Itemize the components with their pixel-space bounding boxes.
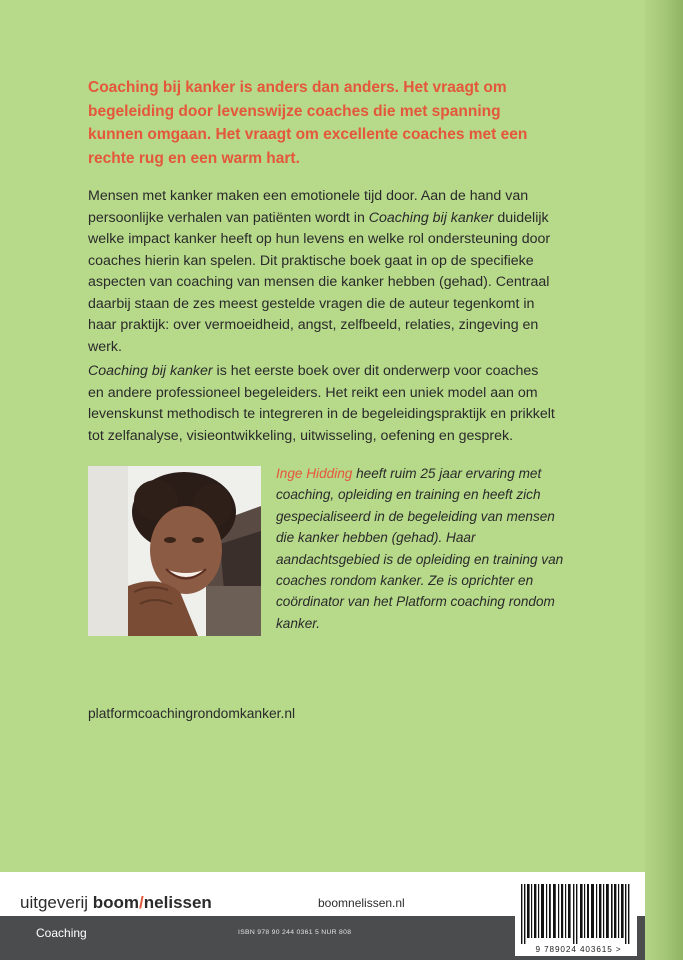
- website-link[interactable]: platformcoachingrondomkanker.nl: [88, 706, 296, 721]
- author-name: Inge Hidding: [276, 466, 353, 481]
- spine-shadow: [645, 0, 683, 960]
- author-portrait: [88, 466, 261, 636]
- description-paragraph-1: Mensen met kanker maken een emotionele tijd door. Aan de hand van persoonlijke verhalen van patiënten wordt in Coaching bij kanker duidelijk welke impact kanker heeft op hun levens en welke rol ondersteuning door coaches hierin kan spelen. Dit praktische boek gaat in op de specifieke aspecten van coaching van mensen die kanker hebben (gehad). Centraal daarbij staan de zes meest gestelde vragen die de auteur tegenkomt in haar praktijk: over vermoeidheid, angst, zelfbeeld, relaties, zingeving en werk.: [88, 188, 551, 355]
- publisher-url[interactable]: boomnelissen.nl: [318, 896, 405, 910]
- publisher-logo: uitgeverij boom/nelissen: [20, 893, 212, 912]
- author-photo: [88, 466, 261, 636]
- isbn-text: ISBN 978 90 244 0361 5 NUR 808: [238, 929, 352, 936]
- book-title-ref: Coaching bij kanker: [88, 363, 213, 379]
- category-label: Coaching: [36, 926, 87, 940]
- barcode-number: 9 789024 403615 >: [535, 945, 622, 954]
- description-paragraph-2: Coaching bij kanker is het eerste boek over dit onderwerp voor coaches en andere professioneel begeleiders. Het reikt een uniek model aan om levenskunst methodisch te integreren in de begeleidingspraktijk en prikkelt tot zelfanalyse, visieontwikkeling, uitwisseling, oefening en gesprek.: [88, 363, 555, 444]
- barcode-bars: [515, 880, 637, 944]
- book-title-ref: Coaching bij kanker: [368, 209, 494, 226]
- author-bio: Inge Hidding heeft ruim 25 jaar ervaring met coaching, opleiding en training en heeft zich gespecialiseerd in de begeleiding van mensen die kanker hebben (gehad). Haar aandachtsgebied is de opleiding en training van coaches rondom kanker. Ze is oprichter en coördinator van het Platform coaching rondom kanker.: [276, 466, 564, 631]
- intro-quote: Coaching bij kanker is anders dan anders. Het vraagt om begeleiding door levenswijze coaches die met spanning kunnen omgaan. Het vraagt om excellente coaches met een rechte rug en een warm hart.: [88, 79, 528, 167]
